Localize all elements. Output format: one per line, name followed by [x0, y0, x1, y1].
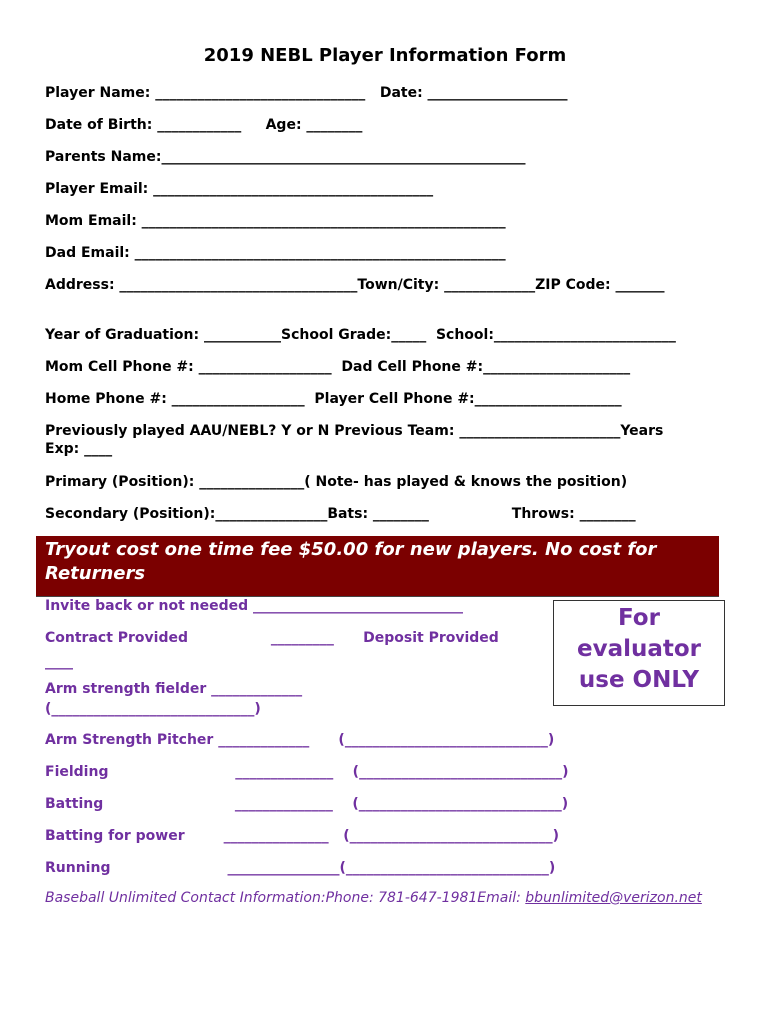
contact-email-link[interactable]: bbunlimited@verizon.net: [525, 890, 702, 906]
address-field[interactable]: Address: __________________________________Town/City: _____________ZIP Code: _______: [45, 277, 665, 293]
eval-box-line-2: evaluator: [576, 636, 702, 662]
primary-position-field[interactable]: Primary (Position): _______________( Note- has played & knows the position): [45, 474, 628, 490]
contract-deposit-field[interactable]: Contract Provided _________ Deposit Provided: [45, 630, 499, 646]
secondary-position-field[interactable]: Secondary (Position):________________Bats: ________ Throws: ________: [45, 506, 636, 522]
batting-field[interactable]: Batting ______________ (_____________________________): [45, 796, 569, 812]
form-title: 2019 NEBL Player Information Form: [203, 45, 567, 66]
contact-information: [45, 890, 702, 906]
graduation-school-field[interactable]: Year of Graduation: ___________School Grade:_____ School:__________________________: [45, 327, 676, 343]
fielding-field[interactable]: Fielding ______________ (_____________________________): [45, 764, 569, 780]
dob-age-field[interactable]: Date of Birth: ____________ Age: ________: [45, 117, 363, 133]
dad-email-field[interactable]: Dad Email: _____________________________________________________: [45, 245, 506, 261]
previous-team-field[interactable]: Previously played AAU/NEBL? Y or N Previous Team: _______________________Years Exp: ____: [45, 423, 669, 457]
tryout-cost-banner: Tryout cost one time fee $50.00 for new players. No cost for Returners: [36, 536, 719, 596]
arm-strength-pitcher-field[interactable]: Arm Strength Pitcher _____________ (_____________________________): [45, 732, 555, 748]
eval-box-line-1: For: [618, 605, 660, 631]
mom-email-field[interactable]: Mom Email: ____________________________________________________: [45, 213, 506, 229]
parents-name-field[interactable]: Parents Name:____________________________________________________: [45, 149, 526, 165]
player-email-field[interactable]: Player Email: ________________________________________: [45, 181, 434, 197]
running-field[interactable]: Running ________________(_____________________________): [45, 860, 556, 876]
contact-text: Baseball Unlimited Contact Information:Phone: 781-647-1981Email:: [45, 890, 526, 906]
arm-strength-fielder-field[interactable]: Arm strength fielder _____________: [45, 681, 303, 697]
invite-back-field[interactable]: Invite back or not needed ______________________________: [45, 598, 464, 614]
home-phone-field[interactable]: Home Phone #: ___________________ Player Cell Phone #:_____________________: [45, 391, 622, 407]
contract-field-continuation[interactable]: ____: [45, 654, 73, 670]
eval-box-line-3: use ONLY: [578, 667, 700, 693]
batting-power-field[interactable]: Batting for power _______________ (_____________________________): [45, 828, 560, 844]
arm-strength-fielder-notes[interactable]: (_____________________________): [45, 701, 261, 717]
player-name-date-field[interactable]: Player Name: ______________________________ Date: ____________________: [45, 85, 568, 101]
cell-phone-field[interactable]: Mom Cell Phone #: ___________________ Dad Cell Phone #:_____________________: [45, 359, 631, 375]
evaluator-only-box: [553, 600, 725, 706]
